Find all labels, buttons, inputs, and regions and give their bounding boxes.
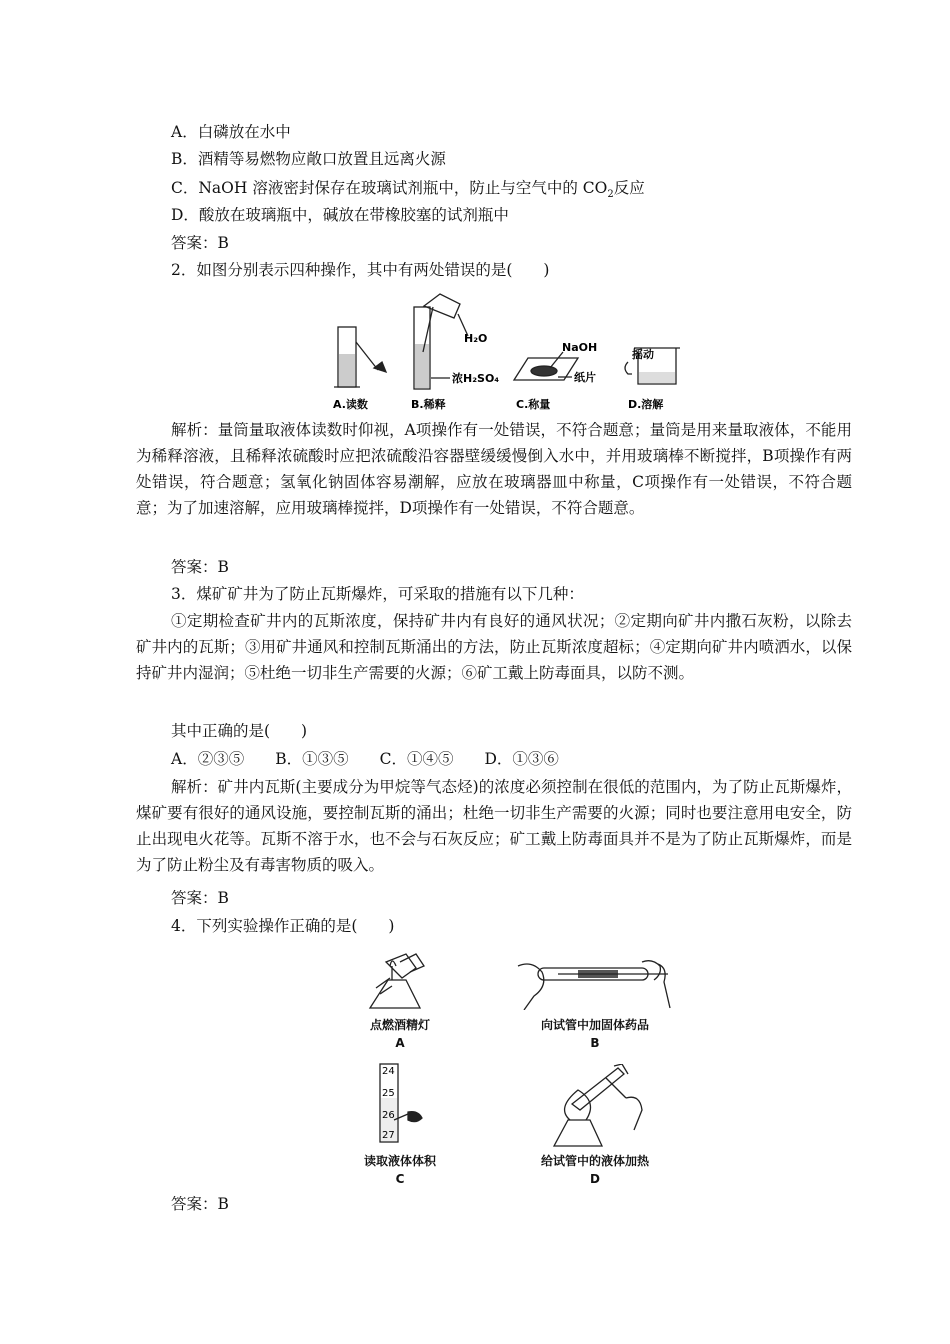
weighing-illustration <box>514 352 578 380</box>
label-paper: 纸片 <box>574 371 596 384</box>
q1-option-a: A．白磷放在水中 <box>171 123 291 141</box>
q1-answer: 答案：B <box>171 234 229 252</box>
cylinder-reading-illustration <box>334 327 386 387</box>
q4-stem: 4．下列实验操作正确的是( ) <box>171 917 395 935</box>
q1-option-d: D．酸放在玻璃瓶中，碱放在带橡胶塞的试剂瓶中 <box>171 206 509 224</box>
heating-liquid-illustration <box>540 1064 650 1148</box>
q2-cap-a: A.读数 <box>333 398 368 411</box>
label-h2o: H₂O <box>464 332 488 345</box>
q1-option-c: C．NaOH 溶液密封保存在玻璃试剂瓶中，防止与空气中的 $CO_2$反应 <box>171 179 645 201</box>
q4-letter-c: C <box>395 1172 405 1186</box>
volume-reading-illustration <box>372 1062 432 1144</box>
q2-answer: 答案：B <box>171 558 229 576</box>
q3-analysis: 解析：矿井内瓦斯(主要成分为甲烷等气态烃)的浓度必须控制在很低的范围内，为了防止瓦斯爆炸，煤矿要有很好的通风设施，要控制瓦斯的涌出；杜绝一切非生产需要的火源；同时也要注意用电安全，防止出现电火花等。瓦斯不溶于水，也不会与石灰反应；矿工戴上防毒面具并不是为了防止瓦斯爆炸，而是为了防止粉尘及有毒害物质的吸入。 <box>136 778 852 874</box>
q3-measures: ①定期检查矿井内的瓦斯浓度，保持矿井内有良好的通风状况；②定期向矿井内撒石灰粉，以除去矿井内的瓦斯；③用矿井通风和控制瓦斯涌出的方法，防止瓦斯浓度超标；④定期向矿井内喷洒水，以保持矿井内湿润；⑤杜绝一切非生产需要的火源；⑥矿工戴上防毒面具，以防不测。 <box>136 612 852 682</box>
tick-27: 27 <box>382 1130 395 1141</box>
lamp-lighting-illustration <box>360 948 440 1010</box>
q3-question: 其中正确的是( ) <box>171 722 308 740</box>
q3-answer: 答案：B <box>171 889 229 907</box>
adding-solid-illustration <box>508 956 678 1010</box>
q4-cap-b: 向试管中加固体药品 <box>540 1018 649 1032</box>
q4-letter-d: D <box>590 1172 600 1186</box>
q2-figure <box>328 292 688 416</box>
label-conc-h2so4: 浓H₂SO₄ <box>452 372 500 385</box>
q4-cap-c: 读取液体体积 <box>363 1154 436 1168</box>
q2-cap-c: C.称量 <box>516 398 551 411</box>
q4-answer: 答案：B <box>171 1195 229 1213</box>
q2-stem: 2．如图分别表示四种操作，其中有两处错误的是( ) <box>171 261 550 279</box>
q2-cap-d: D.溶解 <box>628 398 664 411</box>
q2-analysis: 解析：量筒量取液体读数时仰视，A项操作有一处错误，不符合题意；量筒是用来量取液体，不能用为稀释溶液，且稀释浓硫酸时应把浓硫酸沿容器壁缓缓慢倒入水中，并用玻璃棒不断搅拌，B项操作有两处错误，符合题意；氢氧化钠固体容易潮解，应放在玻璃器皿中称量，C项操作有一处错误，不符合题意；为了加速溶解，应用玻璃棒搅拌，D项操作有一处错误，不符合题意。 <box>136 421 852 517</box>
q3-stem: 3．煤矿矿井为了防止瓦斯爆炸，可采取的措施有以下几种： <box>171 585 584 603</box>
tick-25: 25 <box>382 1088 395 1099</box>
label-shake: 摇动 <box>632 348 654 361</box>
tick-24: 24 <box>382 1066 395 1077</box>
q1-option-b: B．酒精等易燃物应敞口放置且远离火源 <box>171 150 446 168</box>
q4-cap-a: 点燃酒精灯 <box>369 1018 430 1032</box>
q2-cap-b: B.稀释 <box>411 398 446 411</box>
q4-letter-b: B <box>590 1036 600 1050</box>
q4-cap-d: 给试管中的液体加热 <box>540 1154 649 1168</box>
q4-letter-a: A <box>395 1036 405 1050</box>
tick-26: 26 <box>382 1110 395 1121</box>
q3-options: A．②③⑤ B．①③⑤ C．①④⑤ D．①③⑥ <box>171 750 559 768</box>
label-naoh: NaOH <box>562 341 598 354</box>
